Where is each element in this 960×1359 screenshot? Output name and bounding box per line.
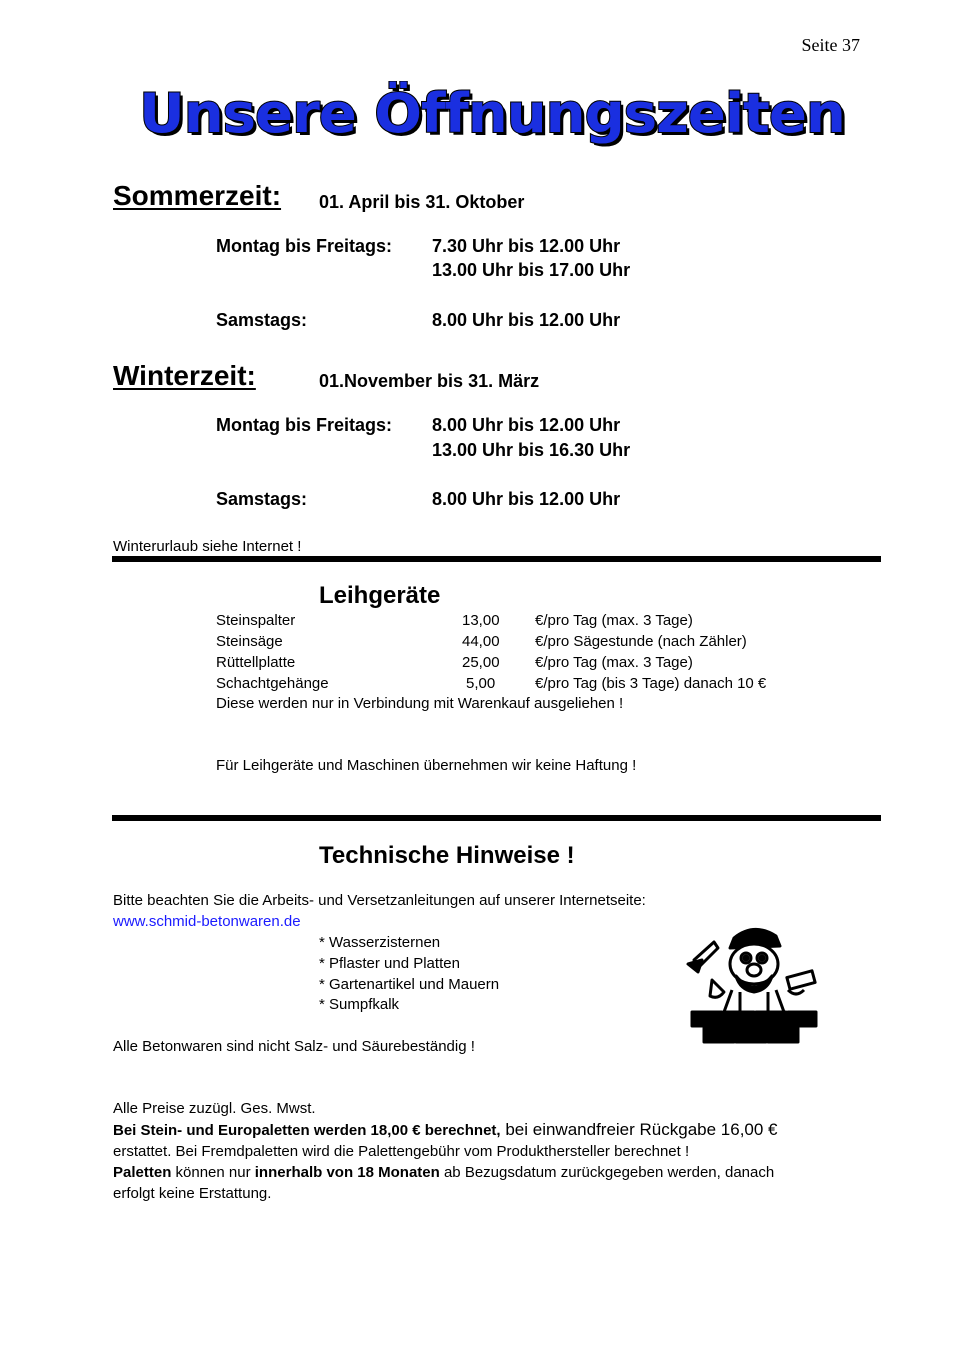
summer-range: 01. April bis 31. Oktober xyxy=(319,192,525,212)
rental-item-name: Schachtgehänge xyxy=(216,675,329,692)
summer-weekday-label: Montag bis Freitags: xyxy=(216,236,393,256)
rental-item-price: 25,00 xyxy=(462,654,500,671)
pallet-return-text-2: ab Bezugsdatum zurückgegeben werden, danach xyxy=(439,1164,775,1181)
winter-saturday-hours: 8.00 Uhr bis 12.00 Uhr xyxy=(432,489,621,509)
pallet-fee-line2: erstattet. Bei Fremdpaletten wird die Palettengebühr vom Produkthersteller berechnet ! xyxy=(113,1143,690,1160)
summer-saturday-hours: 8.00 Uhr bis 12.00 Uhr xyxy=(432,310,621,330)
topic-item: * Wasserzisternen xyxy=(319,934,441,951)
rental-heading: Leihgeräte xyxy=(319,582,441,609)
summer-weekday-hours-1: 7.30 Uhr bis 12.00 Uhr xyxy=(432,236,621,256)
page-title: Unsere Öffnungszeiten xyxy=(139,82,845,145)
summer-weekday-hours-2: 13.00 Uhr bis 17.00 Uhr xyxy=(432,260,631,280)
pallet-fee-line xyxy=(113,1120,778,1140)
pallet-return-text-1: können nur xyxy=(171,1164,255,1181)
pallet-fee-refund: bei einwandfreier Rückgabe 16,00 € xyxy=(500,1120,778,1139)
rental-note: Diese werden nur in Verbindung mit Warenkauf ausgeliehen ! xyxy=(216,695,624,712)
website-link[interactable]: www.schmid-betonwaren.de xyxy=(113,913,301,930)
salt-note: Alle Betonwaren sind nicht Salz- und Säurebeständig ! xyxy=(113,1038,475,1055)
section-divider xyxy=(112,815,881,821)
pallet-return-line xyxy=(113,1164,774,1181)
rental-item-unit: €/pro Tag (bis 3 Tage) danach 10 € xyxy=(535,675,767,692)
bricklayer-cartoon-icon xyxy=(684,920,824,1045)
winter-weekday-hours-2: 13.00 Uhr bis 16.30 Uhr xyxy=(432,440,631,460)
topic-item: * Gartenartikel und Mauern xyxy=(319,976,500,993)
winter-saturday-label: Samstags: xyxy=(216,489,308,509)
technical-intro: Bitte beachten Sie die Arbeits- und Versetzanleitungen auf unserer Internetseite: xyxy=(113,892,646,909)
summer-heading: Sommerzeit: xyxy=(113,180,282,211)
topic-item: * Pflaster und Platten xyxy=(319,955,460,972)
rental-item-name: Steinspalter xyxy=(216,612,296,629)
winter-heading: Winterzeit: xyxy=(113,360,256,391)
winter-weekday-label: Montag bis Freitags: xyxy=(216,415,393,435)
section-divider xyxy=(112,556,881,562)
rental-item-unit: €/pro Tag (max. 3 Tage) xyxy=(535,654,693,671)
pallet-return-line2: erfolgt keine Erstattung. xyxy=(113,1185,272,1202)
topic-item: * Sumpfkalk xyxy=(319,996,400,1013)
winter-holiday-note: Winterurlaub siehe Internet ! xyxy=(113,538,302,555)
technical-heading: Technische Hinweise ! xyxy=(319,842,575,869)
pallet-return-bold-2: innerhalb von 18 Monaten xyxy=(254,1164,440,1181)
page-number: Seite 37 xyxy=(801,35,860,55)
winter-range: 01.November bis 31. März xyxy=(319,371,540,391)
pallet-fee-bold: Bei Stein- und Europaletten werden 18,00 € berechnet, xyxy=(113,1122,501,1139)
rental-item-price: 13,00 xyxy=(462,612,500,629)
rental-item-price: 44,00 xyxy=(462,633,500,650)
liability-note: Für Leihgeräte und Maschinen übernehmen wir keine Haftung ! xyxy=(216,757,637,774)
summer-saturday-label: Samstags: xyxy=(216,310,308,330)
winter-weekday-hours-1: 8.00 Uhr bis 12.00 Uhr xyxy=(432,415,621,435)
vat-note: Alle Preise zuzügl. Ges. Mwst. xyxy=(113,1100,316,1117)
rental-item-unit: €/pro Sägestunde (nach Zähler) xyxy=(535,633,747,650)
rental-item-price: 5,00 xyxy=(466,675,496,692)
pallet-return-bold-1: Paletten xyxy=(113,1164,172,1181)
rental-item-name: Rüttellplatte xyxy=(216,654,296,671)
rental-item-unit: €/pro Tag (max. 3 Tage) xyxy=(535,612,693,629)
rental-item-name: Steinsäge xyxy=(216,633,283,650)
